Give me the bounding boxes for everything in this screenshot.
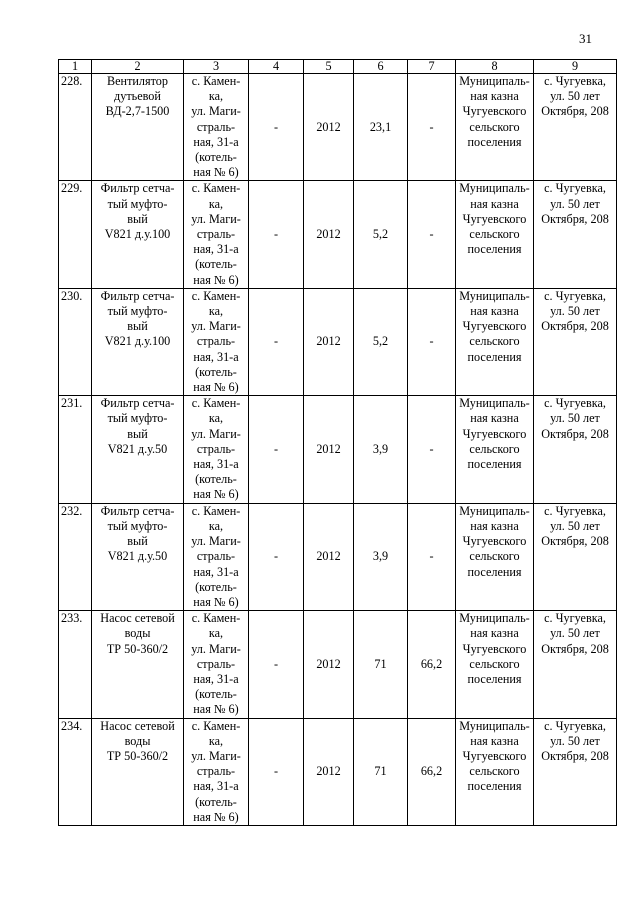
column-number-row (59, 60, 617, 74)
item-location: с. Камен- ка, ул. Маги- страль- ная, 31-а (котель- ная № 6) (184, 288, 249, 395)
column-header: 9 (534, 60, 617, 74)
column-7-value: - (408, 181, 456, 288)
item-location: с. Камен- ка, ул. Маги- страль- ная, 31-а (котель- ная № 6) (184, 503, 249, 610)
table-row (59, 396, 617, 503)
year-value: 2012 (304, 611, 354, 718)
column-4-value: - (249, 181, 304, 288)
column-header: 2 (92, 60, 184, 74)
owner-address: с. Чугуевка, ул. 50 лет Октября, 208 (534, 288, 617, 395)
item-name: Насос сетевой воды ТР 50-360/2 (92, 611, 184, 718)
table-row (59, 611, 617, 718)
owner: Муниципаль- ная казна Чугуевского сельского поселения (456, 74, 534, 181)
page-number: 31 (579, 31, 592, 46)
column-4-value: - (249, 611, 304, 718)
column-header: 7 (408, 60, 456, 74)
column-header: 1 (59, 60, 92, 74)
item-name: Фильтр сетча- тый муфто- вый V821 д.у.50 (92, 396, 184, 503)
column-4-value: - (249, 288, 304, 395)
column-7-value: - (408, 288, 456, 395)
column-header: 3 (184, 60, 249, 74)
year-value: 2012 (304, 396, 354, 503)
item-name: Фильтр сетча- тый муфто- вый V821 д.у.100 (92, 288, 184, 395)
row-number: 232. (59, 503, 92, 610)
item-location: с. Камен- ка, ул. Маги- страль- ная, 31-а (котель- ная № 6) (184, 181, 249, 288)
year-value: 2012 (304, 288, 354, 395)
table-row (59, 288, 617, 395)
table-row (59, 718, 617, 825)
row-number: 234. (59, 718, 92, 825)
item-location: с. Камен- ка, ул. Маги- страль- ная, 31-а (котель- ная № 6) (184, 74, 249, 181)
owner-address: с. Чугуевка, ул. 50 лет Октября, 208 (534, 396, 617, 503)
row-number: 233. (59, 611, 92, 718)
column-header: 5 (304, 60, 354, 74)
owner: Муниципаль- ная казна Чугуевского сельского поселения (456, 503, 534, 610)
column-4-value: - (249, 718, 304, 825)
item-name: Насос сетевой воды ТР 50-360/2 (92, 718, 184, 825)
column-4-value: - (249, 396, 304, 503)
column-header: 6 (354, 60, 408, 74)
table-row (59, 503, 617, 610)
row-number: 229. (59, 181, 92, 288)
year-value: 2012 (304, 718, 354, 825)
owner-address: с. Чугуевка, ул. 50 лет Октября, 208 (534, 718, 617, 825)
item-name: Фильтр сетча- тый муфто- вый V821 д.у.100 (92, 181, 184, 288)
owner-address: с. Чугуевка, ул. 50 лет Октября, 208 (534, 503, 617, 610)
column-header: 8 (456, 60, 534, 74)
row-number: 231. (59, 396, 92, 503)
column-6-value: 23,1 (354, 74, 408, 181)
column-7-value: - (408, 396, 456, 503)
owner-address: с. Чугуевка, ул. 50 лет Октября, 208 (534, 181, 617, 288)
column-6-value: 3,9 (354, 396, 408, 503)
column-6-value: 71 (354, 611, 408, 718)
column-6-value: 5,2 (354, 288, 408, 395)
owner: Муниципаль- ная казна Чугуевского сельского поселения (456, 396, 534, 503)
owner: Муниципаль- ная казна Чугуевского сельского поселения (456, 181, 534, 288)
column-7-value: 66,2 (408, 611, 456, 718)
column-4-value: - (249, 74, 304, 181)
owner: Муниципаль- ная казна Чугуевского сельского поселения (456, 718, 534, 825)
item-location: с. Камен- ка, ул. Маги- страль- ная, 31-а (котель- ная № 6) (184, 718, 249, 825)
column-header: 4 (249, 60, 304, 74)
column-6-value: 71 (354, 718, 408, 825)
table-row (59, 74, 617, 181)
item-name: Фильтр сетча- тый муфто- вый V821 д.у.50 (92, 503, 184, 610)
year-value: 2012 (304, 503, 354, 610)
item-location: с. Камен- ка, ул. Маги- страль- ная, 31-а (котель- ная № 6) (184, 396, 249, 503)
owner-address: с. Чугуевка, ул. 50 лет Октября, 208 (534, 611, 617, 718)
column-7-value: 66,2 (408, 718, 456, 825)
row-number: 228. (59, 74, 92, 181)
item-name: Вентилятор дутьевой ВД-2,7-1500 (92, 74, 184, 181)
column-7-value: - (408, 74, 456, 181)
year-value: 2012 (304, 181, 354, 288)
column-6-value: 5,2 (354, 181, 408, 288)
column-6-value: 3,9 (354, 503, 408, 610)
property-registry-table (58, 59, 617, 826)
row-number: 230. (59, 288, 92, 395)
year-value: 2012 (304, 74, 354, 181)
table-row (59, 181, 617, 288)
owner: Муниципаль- ная казна Чугуевского сельского поселения (456, 288, 534, 395)
owner: Муниципаль- ная казна Чугуевского сельского поселения (456, 611, 534, 718)
column-4-value: - (249, 503, 304, 610)
owner-address: с. Чугуевка, ул. 50 лет Октября, 208 (534, 74, 617, 181)
item-location: с. Камен- ка, ул. Маги- страль- ная, 31-а (котель- ная № 6) (184, 611, 249, 718)
column-7-value: - (408, 503, 456, 610)
